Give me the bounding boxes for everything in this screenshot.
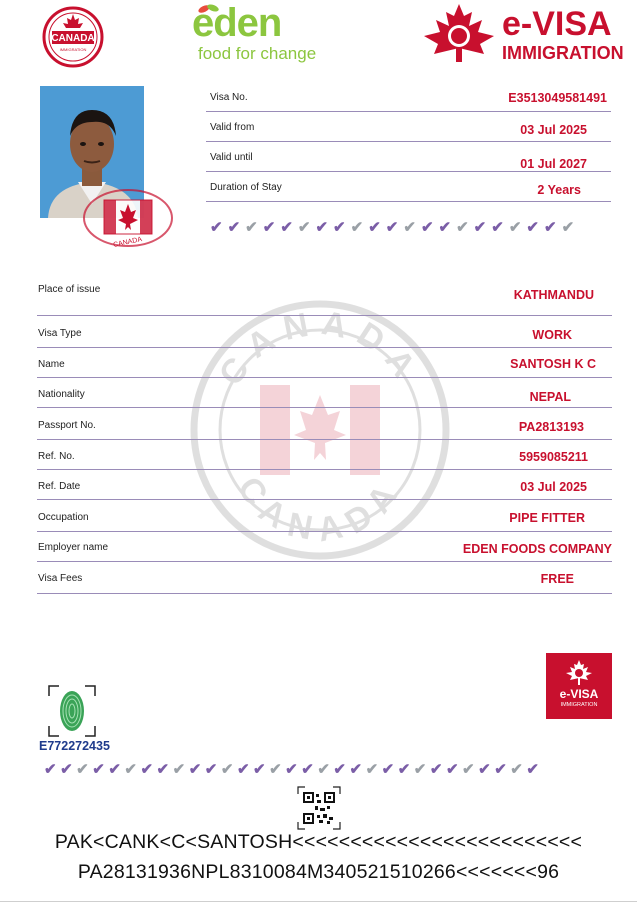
check-mark-icon: ✔ (561, 219, 575, 236)
check-mark-icon: ✔ (526, 219, 539, 236)
check-mark-icon: ✔ (227, 219, 241, 236)
place-of-issue-label: Place of issue (38, 284, 101, 295)
valid-from-label: Valid from (210, 122, 255, 133)
visa-type-value: WORK (532, 328, 572, 342)
passport-number-label: Passport No. (38, 420, 96, 431)
check-mark-icon: ✔ (473, 219, 487, 236)
check-mark-icon: ✔ (438, 219, 452, 236)
name-row (37, 348, 612, 378)
mrz-line-2: PA28131936NPL8310084M340521510266<<<<<<<96 (77, 861, 560, 883)
eden-name: eden (192, 1, 282, 45)
visa-number-label: Visa No. (210, 92, 248, 103)
check-mark-icon: ✔ (478, 761, 491, 778)
visa-type-label: Visa Type (38, 328, 82, 339)
canada-stamp (80, 186, 176, 250)
check-mark-icon: ✔ (420, 219, 434, 236)
nationality-value: NEPAL (529, 390, 571, 404)
fingerprint-number: E772272435 (39, 739, 110, 753)
name-value: SANTOSH K C (510, 357, 596, 371)
evisa-logo (418, 2, 624, 68)
check-mark-icon: ✔ (269, 761, 282, 778)
check-mark-icon: ✔ (350, 219, 364, 236)
check-mark-icon: ✔ (526, 761, 539, 778)
check-mark-icon: ✔ (365, 761, 379, 778)
visa-number-row (206, 86, 611, 112)
check-mark-icon: ✔ (456, 219, 469, 236)
check-mark-icon: ✔ (543, 219, 557, 236)
name-label: Name (38, 359, 65, 370)
check-mark-icon: ✔ (333, 761, 346, 778)
mrz-line-1: PAK<CANK<C<SANTOSH<<<<<<<<<<<<<<<<<<<<<<<<< (54, 831, 583, 853)
check-mark-icon: ✔ (333, 219, 346, 236)
nationality-row (37, 378, 612, 408)
check-mark-icon: ✔ (285, 761, 298, 778)
duration-row (206, 176, 611, 202)
evisa-title: e-VISA (502, 5, 612, 43)
valid-until-label: Valid until (210, 152, 253, 163)
nationality-label: Nationality (38, 389, 85, 400)
check-mark-icon: ✔ (140, 761, 154, 778)
passport-number-row (37, 408, 612, 440)
check-mark-icon: ✔ (236, 761, 250, 778)
badge-title: e-VISA (559, 687, 599, 701)
check-mark-icon: ✔ (301, 761, 314, 778)
check-mark-icon: ✔ (508, 219, 522, 236)
maple-leaf-badge-icon (565, 659, 593, 687)
ref-date-label: Ref. Date (38, 481, 81, 492)
check-mark-icon: ✔ (156, 761, 170, 778)
check-mark-icon: ✔ (462, 761, 475, 778)
check-mark-icon: ✔ (385, 219, 399, 236)
check-mark-icon: ✔ (491, 219, 504, 236)
check-mark-icon: ✔ (317, 761, 330, 778)
eden-tagline: food for change (198, 44, 317, 63)
occupation-value: PIPE FITTER (509, 511, 585, 525)
employer-name-value: EDEN FOODS COMPANY (462, 542, 612, 556)
duration-value: 2 Years (537, 183, 581, 197)
ref-number-value: 5959085211 (519, 450, 588, 464)
security-checkmarks-top (210, 220, 610, 235)
check-mark-icon: ✔ (76, 761, 89, 778)
visa-number-value: E3513049581491 (508, 91, 607, 105)
watermark-text-top: CANADA (211, 303, 429, 393)
check-mark-icon: ✔ (210, 219, 223, 236)
evisa-badge (546, 653, 612, 719)
check-mark-icon: ✔ (280, 219, 293, 236)
ref-number-row (37, 440, 612, 470)
badge-subtitle: IMMIGRATION (560, 702, 598, 708)
check-mark-icon: ✔ (403, 219, 416, 236)
evisa-subtitle: IMMIGRATION (502, 43, 624, 63)
check-mark-icon: ✔ (413, 761, 427, 778)
duration-label: Duration of Stay (210, 182, 282, 193)
place-of-issue-value: KATHMANDU (513, 288, 594, 302)
check-mark-icon: ✔ (245, 219, 258, 236)
check-mark-icon: ✔ (315, 219, 329, 236)
canada-seal-text: CANADA (51, 33, 95, 44)
occupation-label: Occupation (38, 512, 89, 523)
eden-logo (192, 2, 327, 68)
check-mark-icon: ✔ (204, 761, 218, 778)
stamp-text: CANADA (112, 236, 143, 249)
check-mark-icon: ✔ (253, 761, 266, 778)
bottom-divider (0, 901, 637, 902)
valid-until-value: 01 Jul 2027 (520, 157, 587, 171)
check-mark-icon: ✔ (381, 761, 395, 778)
canada-seal-logo (38, 6, 108, 68)
check-mark-icon: ✔ (60, 761, 73, 778)
employer-name-label: Employer name (38, 542, 109, 553)
valid-until-row (206, 146, 611, 172)
check-mark-icon: ✔ (397, 761, 411, 778)
check-mark-icon: ✔ (429, 761, 443, 778)
qr-code-icon (297, 786, 341, 830)
ref-number-label: Ref. No. (38, 451, 75, 462)
ref-date-row (37, 470, 612, 500)
check-mark-icon: ✔ (297, 219, 311, 236)
check-mark-icon: ✔ (368, 219, 381, 236)
passport-number-value: PA2813193 (518, 420, 584, 434)
valid-from-value: 03 Jul 2025 (520, 123, 587, 137)
valid-from-row (206, 116, 611, 142)
maple-leaf-icon (418, 2, 500, 64)
visa-fees-row (37, 562, 612, 594)
ref-date-value: 03 Jul 2025 (520, 480, 587, 494)
check-mark-icon: ✔ (188, 761, 202, 778)
security-checkmarks-bottom (44, 762, 610, 777)
check-mark-icon: ✔ (510, 761, 523, 778)
check-mark-icon: ✔ (262, 219, 276, 236)
check-mark-icon: ✔ (494, 761, 507, 778)
check-mark-icon: ✔ (172, 761, 186, 778)
check-mark-icon: ✔ (349, 761, 363, 778)
canada-seal-sub: IMMIGRATION (59, 47, 87, 52)
check-mark-icon: ✔ (124, 761, 137, 778)
check-mark-icon: ✔ (108, 761, 121, 778)
occupation-row (37, 500, 612, 532)
visa-fees-value: FREE (540, 572, 574, 586)
check-mark-icon: ✔ (44, 761, 57, 778)
check-mark-icon: ✔ (220, 761, 234, 778)
employer-name-row (37, 532, 612, 562)
visa-type-row (37, 316, 612, 348)
place-of-issue-row (37, 282, 612, 316)
check-mark-icon: ✔ (92, 761, 105, 778)
fingerprint-icon (47, 684, 97, 738)
watermark-text-bottom: CANADA (229, 470, 411, 550)
visa-fees-label: Visa Fees (38, 573, 83, 584)
check-mark-icon: ✔ (445, 761, 459, 778)
